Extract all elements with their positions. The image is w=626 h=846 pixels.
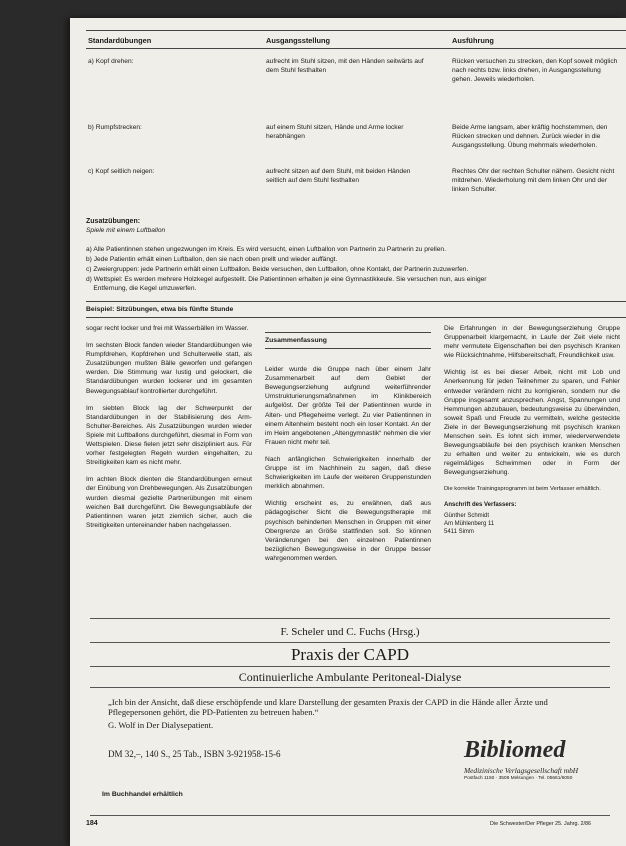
publisher-logo: Bibliomed [464,737,566,763]
author-line-2: Am Mühlenberg 11 [444,520,495,527]
table-header-exercise: Standardübungen [88,36,152,45]
publisher-subtitle: Medizinische Verlagsgesellschaft mbH [464,766,579,775]
table-row-c-exercise: c) Kopf seitlich neigen: [88,168,155,175]
col1-para-4: Im achten Block dienten die Standardübungen erneut der Einübung von Drehbewegungen. Als Zusatzübungen wurden diesmal gezielte Partnerübungen mit einem weichen Ball durchgeführt. Die Bewegungsabläufe der Patientinnen waren jetzt ziemlich sicher, auch die Streitigkeiten untereinander haben nachgelassen. [86,476,252,529]
author-line-1: Günther Schmidt [444,513,490,520]
table-header-rule [86,48,626,49]
table-row-b-exercise: b) Rumpfstrecken: [88,124,142,131]
col1-para-1: sogar recht locker und frei mit Wasserbällen im Wasser. [86,325,249,332]
ad-rule-3 [90,687,610,688]
example-top-rule [86,301,626,302]
table-row-c-execution: Rechtes Ohr der rechten Schulter nähern. Gesicht nicht mitdrehen. Wiederholung mit dem linken Ohr und der linken Schulter. [452,168,615,193]
col3-para-1: Die Erfahrungen in der Bewegungserziehung Gruppe Gruppenarbeit klargemacht, in Laufe der Zeit viele nicht mehr vermutete Eigenschaften bei den psychisch Kranken wie Rücksichtnahme, Hilfsbereitschaft, Freundlichkeit usw. [444,325,620,360]
extra-title: Zusatzübungen: [86,218,141,225]
col1-para-3: Im siebten Block lag der Schwerpunkt der Standardübungen in der Stabilisierung des Arm-Schulter-Bereiches. Als Zusatzübungen wurden wieder Spiele mit Luftballons durchgeführt, diesmal in Form von Wettspielen. Diese fielen jetzt sehr diszipliniert aus. Für vorher festgelegten Regeln wurden eingehalten, zu Streitigkeiten kam es nicht mehr. [86,404,252,467]
table-row-a-execution: Rücken versuchen zu strecken, den Kopf soweit möglich nach rechts bzw. links drehen, in Ausgangsstellung gehen. Jeweils wiederholen. [452,58,618,83]
author-heading: Anschrift des Verfassers: [444,502,517,509]
col3-para-2: Wichtig ist es bei dieser Arbeit, nicht mit Lob und Anerkennung für jeden Teilnehmer zu sparen, und Fehler entweder verändern nicht zu korrigieren, sondern nur die Gruppe insgesamt anzusprechen. Angst, Spannungen und Hemmungen abzubauen, bedeutungsweise zu überwinden, soweit Spaß und Freude zu vermitteln, welche gesteckte Ziele in der Bewegungserziehung mit psychisch kranken Menschen sein. Es lohnt sich immer, wiederverwendete Bewegungsabläufe bei den psychisch kranken Menschen zu erhalten und weiter zu entwickeln, wie es durch regelmäßiges Schwimmen oder in Form der Bewegungserziehung. [444,369,620,477]
extra-item-a: a) Alle Patientinnen stehen ungezwungen im Kreis. Es wird versucht, einen Luftballon von Partnerin zu Partnerin zu prellen. [86,246,446,253]
ad-subtitle: Continuierliche Ambulante Peritoneal-Dialyse [238,670,462,684]
author-address [444,513,620,536]
body-column-1 [86,324,252,538]
ad-title: Praxis der CAPD [290,645,410,664]
ad-quote: „Ich bin der Ansicht, daß diese erschöpfende und klare Darstellung der gesamten Praxis der CAPD in die Hände aller Ärzte und Pflegepersonen gehört, die PD-Patienten zu betreuen haben.“ [108,697,548,718]
example-bottom-rule [86,317,626,318]
book-advertisement [90,618,610,816]
magazine-page [70,18,626,846]
ad-rule-1 [90,642,610,643]
extra-subtitle: Spiele mit einem Luftballon [86,227,166,234]
table-row-b-start: auf einem Stuhl sitzen, Hände und Arme locker herabhängen [266,124,404,140]
table-header-execution: Ausführung [452,36,494,45]
extra-item-c: c) Zweiergruppen: jede Partnerin erhält einen Luftballon. Beide versuchen, den Luftballon, ohne Kontakt, der Partnerin zuzuwerfen. [86,266,469,273]
table-row-b-execution: Beide Arme langsam, aber kräftig hochstemmen, den Rücken strecken und dehnen. Zurück wieder in die Ausgangsstellung. Übung mehrmals wiederholen. [452,124,608,149]
col3-note: Die korrekte Trainingsprogramm ist beim Verfasser erhältlich. [444,485,601,492]
extra-item-b: b) Jede Patientin erhält einen Luftballon, den sie nach oben prellt und wieder auffängt. [86,256,338,263]
extra-item-d-continued: Entfernung, die Kegel umzuwerfen. [86,285,197,292]
col2-para-1: Leider wurde die Gruppe nach über einem Jahr Zusammenarbeit auf dem Gebiet der Bewegungserziehung aufgrund weiterführender Umstrukturierungsmaßnahmen im Klinikbereich aufgelöst. Der größte Teil der Patientinnen wurde in Alten- und Pflegeheime verlegt. Zu vier Patientinnen in einem Altenheim besteht noch ein loser Kontakt. An der im Heim angebotenen „Altengymnastik“ nehmen die vier Frauen nicht mehr teil. [265,366,431,446]
col2-para-2: Nach anfänglichen Schwierigkeiten innerhalb der Gruppe ist im Nachhinein zu sagen, daß diese Schwierigkeiten im Laufe der weiteren Gruppenstunden merklich abnahmen. [265,455,431,491]
table-row-a-exercise: a) Kopf drehen: [88,58,134,65]
ad-rule-2 [90,666,610,667]
table-header-start: Ausgangsstellung [266,36,331,45]
summary-heading: Zusammenfassung [265,332,431,349]
publisher-address: Postfach 1150 · 3508 Melsungen · Tel. 05661/6050 [464,776,573,781]
ad-quote-source: G. Wolf in Der Dialysepatient. [108,720,214,730]
table-row-c-start: aufrecht sitzen auf dem Stuhl, mit beiden Händen seitlich auf dem Stuhl festhalten [266,168,411,184]
page-number: 184 [86,820,98,827]
ad-availability: Im Buchhandel erhältlich [102,791,183,798]
author-line-3: 5411 Simm [444,528,474,535]
ad-price: DM 32,–, 140 S., 25 Tab., ISBN 3-921958-15-6 [108,749,281,759]
ad-authors: F. Scheler und C. Fuchs (Hrsg.) [280,626,420,638]
table-top-rule [86,30,626,31]
col2-para-3: Wichtig erscheint es, zu erwähnen, daß aus pädagogischer Sicht die Bewegungstherapie mit psychisch behinderten Menschen in Gruppen mit einer Obergrenze an Größe stattfinden soll. So können Veränderungen bei den einzelnen Patientinnen bezüglichen Bewegungsweise in der Gruppe besser wahrgenommen werden. [265,500,431,562]
table-row-a-start: aufrecht im Stuhl sitzen, mit den Händen seitwärts auf dem Stuhl festhalten [266,58,424,74]
extra-item-d: d) Wettspiel: Es werden mehrere Holzkegel aufgestellt. Die Patientinnen erhalten je eine Gymnastikkeule. Sie versuchen nun, aus einiger [86,276,487,283]
body-column-2 [265,324,431,571]
col1-para-2: Im sechsten Block fanden wieder Standardübungen wie Rumpfdrehen, Kopfdrehen und Schulterwelle statt, als Zusatzübungen mußten Bälle geworfen und gefangen werden. Die Stimmung war lustig und gelockert, die Standardübungen wurden lockerer und im gesamten Bewegungsablauf kontrollierter durchgeführt. [86,342,252,395]
example-heading: Beispiel: Sitzübungen, etwa bis fünfte Stunde [86,306,234,313]
body-column-3 [444,324,620,537]
journal-footer: Die Schwester/Der Pfleger 25. Jahrg. 2/86 [490,821,591,827]
